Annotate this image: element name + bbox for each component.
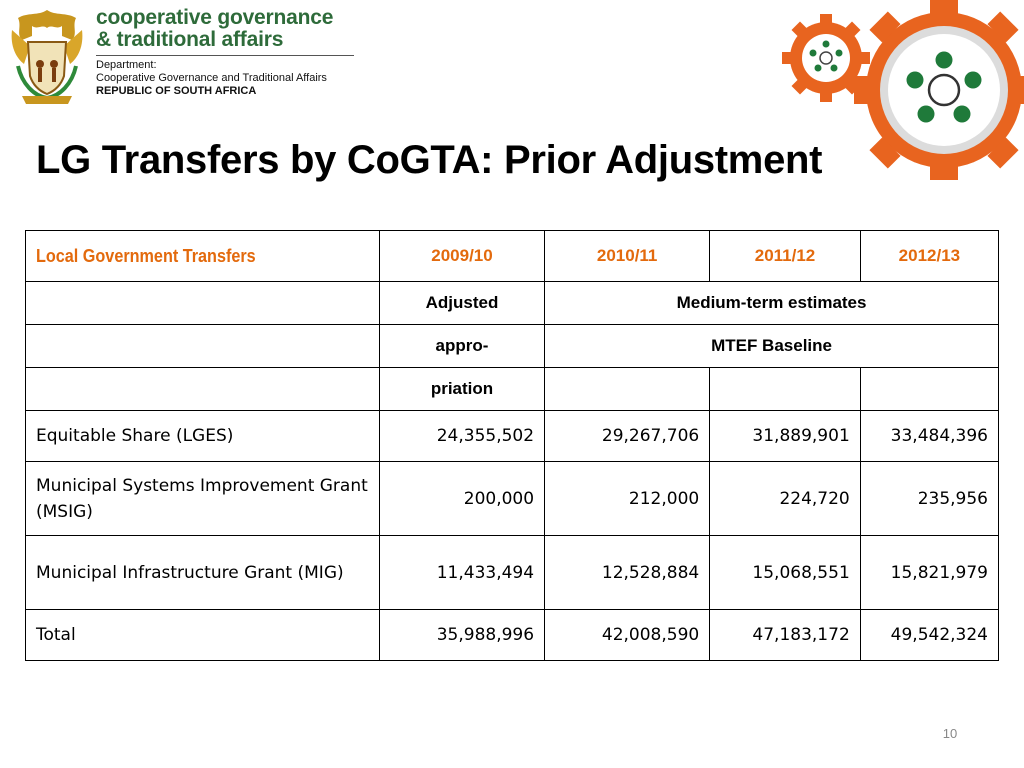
empty-cell (860, 368, 998, 411)
logo-divider (96, 55, 354, 56)
subheader-mtef-baseline: MTEF Baseline (545, 325, 999, 368)
department-logo (0, 0, 360, 110)
total-row (26, 610, 999, 661)
value-cell: 235,956 (860, 462, 998, 536)
dept-full-name: Cooperative Governance and Traditional Affairs (96, 72, 327, 84)
large-gear-icon (854, 0, 1024, 180)
empty-cell (26, 282, 380, 325)
empty-cell (710, 368, 861, 411)
empty-cell (26, 368, 380, 411)
value-cell: 11,433,494 (379, 536, 544, 610)
transfers-table (25, 230, 999, 661)
value-cell: 212,000 (545, 462, 710, 536)
table-row (26, 411, 999, 462)
dept-label: Department: (96, 59, 157, 71)
year-header: 2009/10 (379, 231, 544, 282)
subheader-row (26, 325, 999, 368)
value-cell: 15,068,551 (710, 536, 861, 610)
row-label: Municipal Systems Improvement Grant (MSIG) (26, 462, 380, 536)
slide-title: LG Transfers by CoGTA: Prior Adjustment (36, 138, 823, 182)
subheader-row (26, 368, 999, 411)
row-label: Total (26, 610, 380, 661)
header-label-cell (26, 231, 380, 282)
header-label: Local Government Transfers (36, 245, 256, 266)
value-cell: 224,720 (710, 462, 861, 536)
subheader-priation: priation (379, 368, 544, 411)
value-cell: 29,267,706 (545, 411, 710, 462)
country-name: REPUBLIC OF SOUTH AFRICA (96, 85, 257, 97)
dept-name-line2: & traditional affairs (96, 28, 284, 51)
value-cell: 33,484,396 (860, 411, 998, 462)
subheader-medium-term: Medium-term estimates (545, 282, 999, 325)
value-cell: 24,355,502 (379, 411, 544, 462)
table-header-row (26, 231, 999, 282)
table-row (26, 462, 999, 536)
value-cell: 31,889,901 (710, 411, 861, 462)
coat-of-arms-icon (8, 6, 86, 106)
value-cell: 42,008,590 (545, 610, 710, 661)
dept-name-line1: cooperative governance (96, 6, 334, 29)
year-header: 2012/13 (860, 231, 998, 282)
table-row (26, 536, 999, 610)
value-cell: 47,183,172 (710, 610, 861, 661)
value-cell: 35,988,996 (379, 610, 544, 661)
subheader-appro: appro- (379, 325, 544, 368)
subheader-row (26, 282, 999, 325)
year-header: 2011/12 (710, 231, 861, 282)
subheader-adjusted: Adjusted (379, 282, 544, 325)
empty-cell (26, 325, 380, 368)
row-label: Equitable Share (LGES) (26, 411, 380, 462)
value-cell: 15,821,979 (860, 536, 998, 610)
row-label: Municipal Infrastructure Grant (MIG) (26, 536, 380, 610)
value-cell: 49,542,324 (860, 610, 998, 661)
value-cell: 200,000 (379, 462, 544, 536)
year-header: 2010/11 (545, 231, 710, 282)
empty-cell (545, 368, 710, 411)
page-number: 10 (942, 726, 958, 741)
value-cell: 12,528,884 (545, 536, 710, 610)
